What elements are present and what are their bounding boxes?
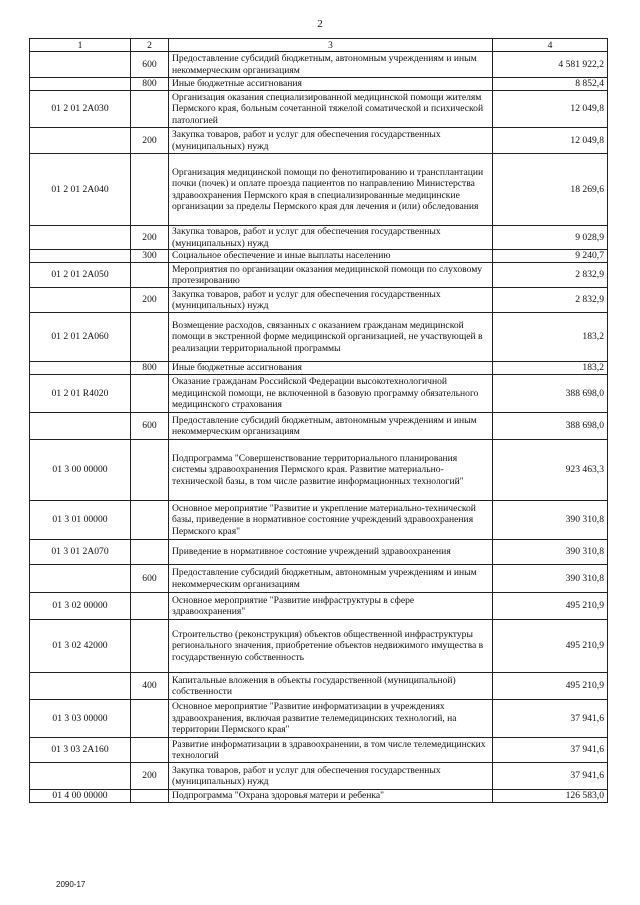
expense-type-cell: 600 <box>131 565 169 593</box>
budget-code-cell: 01 2 01 R4020 <box>30 375 131 413</box>
expense-type-cell <box>131 700 169 738</box>
amount-cell: 12 049,8 <box>493 91 608 128</box>
budget-code-cell: 01 3 01 2А070 <box>30 540 131 565</box>
table-row <box>30 154 608 226</box>
amount-cell: 390 310,8 <box>493 501 608 540</box>
budget-code-cell: 01 3 03 00000 <box>30 700 131 738</box>
table-row <box>30 128 608 154</box>
budget-code-cell: 01 3 01 00000 <box>30 501 131 540</box>
amount-cell: 388 698,0 <box>493 413 608 440</box>
budget-code-cell: 01 2 01 2А050 <box>30 263 131 288</box>
budget-code-cell <box>30 250 131 263</box>
budget-code-cell <box>30 763 131 790</box>
amount-cell: 8 852,4 <box>493 78 608 91</box>
budget-code-cell <box>30 288 131 313</box>
expense-type-cell: 800 <box>131 362 169 375</box>
description-cell: Иные бюджетные ассигнования <box>169 362 493 375</box>
description-cell: Развитие информатизации в здравоохранении, в том числе телемедицинских технологий <box>169 738 493 763</box>
description-cell: Закупка товаров, работ и услуг для обеспечения государственных (муниципальных) нужд <box>169 763 493 790</box>
expense-type-cell: 200 <box>131 763 169 790</box>
description-cell: Основное мероприятие "Развитие и укрепление материально-технической базы, приведение в нормативное состояние учреждений здравоохранения Пермского края" <box>169 501 493 540</box>
expense-type-cell <box>131 154 169 226</box>
table-row <box>30 738 608 763</box>
expense-type-cell <box>131 91 169 128</box>
expense-type-cell <box>131 375 169 413</box>
table-header-row <box>30 39 608 52</box>
description-cell: Строительство (реконструкция) объектов общественной инфраструктуры регионального значения, приобретение объектов недвижимого имущества в государственную собственность <box>169 620 493 673</box>
expense-type-cell: 800 <box>131 78 169 91</box>
expense-type-cell <box>131 263 169 288</box>
description-cell: Подпрограмма "Охрана здоровья матери и ребенка" <box>169 790 493 803</box>
expense-type-cell <box>131 501 169 540</box>
table-row <box>30 565 608 593</box>
amount-cell: 495 210,9 <box>493 593 608 620</box>
expense-type-cell: 300 <box>131 250 169 263</box>
expense-type-cell: 600 <box>131 52 169 78</box>
table-row <box>30 362 608 375</box>
amount-cell: 388 698,0 <box>493 375 608 413</box>
description-cell: Приведение в нормативное состояние учреждений здравоохранения <box>169 540 493 565</box>
budget-code-cell <box>30 673 131 700</box>
description-cell: Предоставление субсидий бюджетным, автономным учреждениям и иным некоммерческим организациям <box>169 565 493 593</box>
amount-cell: 183,2 <box>493 362 608 375</box>
expense-type-cell: 600 <box>131 413 169 440</box>
amount-cell: 390 310,8 <box>493 565 608 593</box>
table-row <box>30 313 608 362</box>
amount-cell: 495 210,9 <box>493 620 608 673</box>
budget-code-cell <box>30 52 131 78</box>
budget-code-cell: 01 2 01 2А040 <box>30 154 131 226</box>
amount-cell: 923 463,3 <box>493 440 608 501</box>
table-row <box>30 226 608 250</box>
amount-cell: 9 028,9 <box>493 226 608 250</box>
expense-type-cell <box>131 440 169 501</box>
expense-type-cell: 400 <box>131 673 169 700</box>
budget-code-cell: 01 2 01 2А030 <box>30 91 131 128</box>
amount-cell: 495 210,9 <box>493 673 608 700</box>
budget-code-cell <box>30 565 131 593</box>
description-cell: Закупка товаров, работ и услуг для обеспечения государственных (муниципальных) нужд <box>169 288 493 313</box>
budget-code-cell: 01 3 03 2А160 <box>30 738 131 763</box>
expense-type-cell <box>131 738 169 763</box>
table-row <box>30 700 608 738</box>
expense-type-cell <box>131 620 169 673</box>
table-row <box>30 263 608 288</box>
document-code: 2090-17 <box>56 880 86 889</box>
budget-code-cell: 01 3 00 00000 <box>30 440 131 501</box>
expense-type-cell <box>131 790 169 803</box>
description-cell: Закупка товаров, работ и услуг для обеспечения государственных (муниципальных) нужд <box>169 128 493 154</box>
table-row <box>30 250 608 263</box>
description-cell: Предоставление субсидий бюджетным, автономным учреждениям и иным некоммерческим организациям <box>169 413 493 440</box>
description-cell: Подпрограмма "Совершенствование территориального планирования системы здравоохранения Пермского края. Развитие материально-технической базы, в том числе развитие информационных технологий" <box>169 440 493 501</box>
budget-code-cell <box>30 78 131 91</box>
table-row <box>30 52 608 78</box>
table-row <box>30 790 608 803</box>
table-row <box>30 413 608 440</box>
description-cell: Капитальные вложения в объекты государственной (муниципальной) собственности <box>169 673 493 700</box>
budget-code-cell: 01 4 00 00000 <box>30 790 131 803</box>
expense-type-cell <box>131 540 169 565</box>
amount-cell: 183,2 <box>493 313 608 362</box>
page-number: 2 <box>317 18 323 30</box>
table-row <box>30 91 608 128</box>
amount-cell: 37 941,6 <box>493 700 608 738</box>
description-cell: Иные бюджетные ассигнования <box>169 78 493 91</box>
budget-table <box>29 38 608 803</box>
expense-type-cell <box>131 313 169 362</box>
description-cell: Организация оказания специализированной медицинской помощи жителям Пермского края, больным сочетанной тяжелой соматической и психической патологией <box>169 91 493 128</box>
table-row <box>30 288 608 313</box>
table-row <box>30 620 608 673</box>
amount-cell: 2 832,9 <box>493 288 608 313</box>
table-row <box>30 375 608 413</box>
budget-code-cell <box>30 226 131 250</box>
amount-cell: 4 581 922,2 <box>493 52 608 78</box>
table-row <box>30 673 608 700</box>
table-row <box>30 540 608 565</box>
amount-cell: 37 941,6 <box>493 763 608 790</box>
expense-type-cell <box>131 593 169 620</box>
amount-cell: 37 941,6 <box>493 738 608 763</box>
description-cell: Предоставление субсидий бюджетным, автономным учреждениям и иным некоммерческим организациям <box>169 52 493 78</box>
header-cell-3: 3 <box>169 39 493 52</box>
amount-cell: 12 049,8 <box>493 128 608 154</box>
budget-code-cell: 01 2 01 2А060 <box>30 313 131 362</box>
header-cell-4: 4 <box>493 39 608 52</box>
description-cell: Основное мероприятие "Развитие информатизации в учреждениях здравоохранения, включая развитие телемедицинских технологий, на территории Пермского края" <box>169 700 493 738</box>
table-row <box>30 593 608 620</box>
expense-type-cell: 200 <box>131 288 169 313</box>
budget-code-cell: 01 3 02 42000 <box>30 620 131 673</box>
description-cell: Оказание гражданам Российской Федерации высокотехнологичной медицинской помощи, не включенной в базовую программу обязательного медицинского страхования <box>169 375 493 413</box>
table-row <box>30 763 608 790</box>
description-cell: Социальное обеспечение и иные выплаты населению <box>169 250 493 263</box>
description-cell: Организация медицинской помощи по фенотипированию и трансплантации почки (почек) и оплате проезда пациентов по направлению Министерства здравоохранения Пермского края в специализированные медицинские организации за пределы Пермского края для лечения и (или) обследования <box>169 154 493 226</box>
budget-code-cell: 01 3 02 00000 <box>30 593 131 620</box>
table-row <box>30 78 608 91</box>
table-row <box>30 501 608 540</box>
budget-code-cell <box>30 362 131 375</box>
amount-cell: 18 269,6 <box>493 154 608 226</box>
table-body <box>30 52 608 803</box>
budget-code-cell <box>30 128 131 154</box>
description-cell: Основное мероприятие "Развитие инфраструктуры в сфере здравоохранения" <box>169 593 493 620</box>
expense-type-cell: 200 <box>131 226 169 250</box>
table-row <box>30 440 608 501</box>
description-cell: Закупка товаров, работ и услуг для обеспечения государственных (муниципальных) нужд <box>169 226 493 250</box>
amount-cell: 390 310,8 <box>493 540 608 565</box>
header-cell-2: 2 <box>131 39 169 52</box>
description-cell: Мероприятия по организации оказания медицинской помощи по слуховому протезированию <box>169 263 493 288</box>
amount-cell: 2 832,9 <box>493 263 608 288</box>
amount-cell: 126 583,0 <box>493 790 608 803</box>
expense-type-cell: 200 <box>131 128 169 154</box>
header-cell-1: 1 <box>30 39 131 52</box>
description-cell: Возмещение расходов, связанных с оказанием гражданам медицинской помощи в экстренной форме медицинской организацией, не участвующей в реализации территориальной программы <box>169 313 493 362</box>
amount-cell: 9 240,7 <box>493 250 608 263</box>
budget-code-cell <box>30 413 131 440</box>
